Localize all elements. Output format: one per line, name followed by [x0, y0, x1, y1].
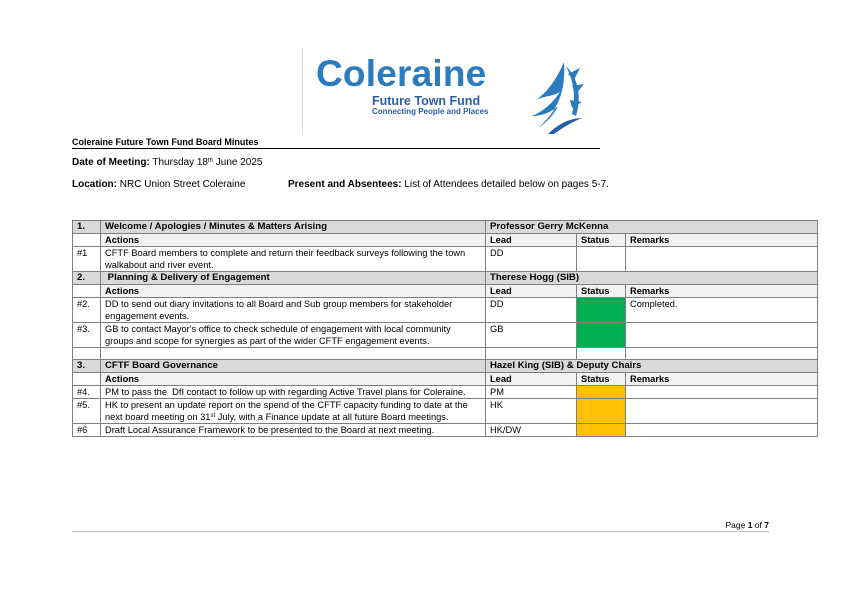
- header-actions: Actions: [101, 234, 486, 247]
- column-header-row: [73, 373, 818, 386]
- section-owner: Professor Gerry McKenna: [486, 221, 818, 234]
- action-lead: HK: [486, 399, 577, 424]
- action-remarks: [626, 424, 818, 437]
- leaf-icon: [528, 56, 584, 134]
- action-lead: HK/DW: [486, 424, 577, 437]
- table-row: [73, 386, 818, 399]
- section-title: Welcome / Apologies / Minutes & Matters Arising: [101, 221, 486, 234]
- of-word: of: [754, 520, 762, 530]
- action-text: [101, 399, 486, 424]
- header-lead: Lead: [486, 373, 577, 386]
- section-header: [73, 221, 818, 234]
- action-text: CFTF Board members to complete and return their feedback surveys following the town walkabout and river event.: [101, 247, 486, 272]
- action-remarks: [626, 247, 818, 272]
- status-amber: [577, 386, 626, 399]
- status-amber: [577, 424, 626, 437]
- date-label: Date of Meeting:: [72, 157, 150, 168]
- column-header-row: [73, 285, 818, 298]
- section-title: CFTF Board Governance: [101, 360, 486, 373]
- action-lead: DD: [486, 247, 577, 272]
- present-value: List of Attendees detailed below on pages 5-7.: [404, 179, 609, 190]
- logo-tagline: Connecting People and Places: [372, 107, 489, 116]
- page-current: 1: [747, 520, 753, 530]
- footer-divider: [72, 531, 769, 532]
- action-status: [577, 247, 626, 272]
- date-suffix: th: [207, 158, 213, 164]
- spacer-cell: [73, 348, 101, 360]
- table-row: [73, 424, 818, 437]
- page-number: [725, 520, 769, 530]
- coleraine-logo: [302, 48, 590, 136]
- table-row: [73, 298, 818, 323]
- action-id: #6: [73, 424, 101, 437]
- status-green: [577, 298, 626, 323]
- header-blank: [73, 234, 101, 247]
- spacer-row: [73, 348, 818, 360]
- action-lead: GB: [486, 323, 577, 348]
- header-lead: Lead: [486, 285, 577, 298]
- present-absentees: [288, 179, 609, 191]
- action-text-b: July, with a Finance update at all future Board meetings.: [215, 412, 449, 422]
- action-id: #1: [73, 247, 101, 272]
- date-value-a: Thursday 18: [152, 157, 208, 168]
- header-blank: [73, 285, 101, 298]
- actions-table: [72, 220, 818, 437]
- logo-wordmark: Coleraine: [316, 53, 487, 94]
- action-text: Draft Local Assurance Framework to be presented to the Board at next meeting.: [101, 424, 486, 437]
- spacer-cell: [101, 348, 486, 360]
- spacer-cell: [486, 348, 577, 360]
- action-remarks: [626, 386, 818, 399]
- action-text: GB to contact Mayor's office to check schedule of engagement with local community groups and scope for synergies as part of the wider CFTF engagement events.: [101, 323, 486, 348]
- ordinal-suffix: st: [210, 413, 216, 419]
- spacer-cell: [626, 348, 818, 360]
- section-title: Planning & Delivery of Engagement: [101, 272, 486, 285]
- section-owner: Hazel King (SIB) & Deputy Chairs: [486, 360, 818, 373]
- action-text-a: HK to present an update report on the spend of the CFTF capacity funding to date at the next board meeting on 31: [105, 400, 468, 422]
- page-total: 7: [764, 520, 769, 530]
- meeting-location: [72, 179, 245, 191]
- logo-divider: [302, 48, 303, 134]
- action-remarks: Completed.: [626, 298, 818, 323]
- present-label: Present and Absentees:: [288, 179, 402, 190]
- status-green: [577, 323, 626, 348]
- header-blank: [73, 373, 101, 386]
- action-id: #4.: [73, 386, 101, 399]
- column-header-row: [73, 234, 818, 247]
- action-lead: DD: [486, 298, 577, 323]
- table-row: [73, 399, 818, 424]
- location-value: NRC Union Street Coleraine: [119, 179, 246, 190]
- section-number: 3.: [73, 360, 101, 373]
- section-owner: Therese Hogg (SIB): [486, 272, 818, 285]
- header-status: Status: [577, 373, 626, 386]
- action-remarks: [626, 399, 818, 424]
- header-status: Status: [577, 285, 626, 298]
- page-word: Page: [725, 520, 746, 530]
- spacer-cell: [577, 348, 626, 360]
- header-lead: Lead: [486, 234, 577, 247]
- section-number: 1.: [73, 221, 101, 234]
- logo-subtitle: Future Town Fund: [372, 94, 481, 108]
- action-id: #2.: [73, 298, 101, 323]
- header-actions: Actions: [101, 373, 486, 386]
- header-remarks: Remarks: [626, 234, 818, 247]
- location-label: Location:: [72, 179, 117, 190]
- header-status: Status: [577, 234, 626, 247]
- header-remarks: Remarks: [626, 373, 818, 386]
- section-header: [73, 272, 818, 285]
- action-remarks: [626, 323, 818, 348]
- table-row: [73, 323, 818, 348]
- action-id: #5.: [73, 399, 101, 424]
- date-value-b: June 2025: [213, 157, 263, 168]
- table-row: [73, 247, 818, 272]
- meeting-date: [72, 157, 263, 169]
- header-remarks: Remarks: [626, 285, 818, 298]
- action-text: PM to pass the DfI contact to follow up with regarding Active Travel plans for Coleraine.: [101, 386, 486, 399]
- action-text: DD to send out diary invitations to all Board and Sub group members for stakeholder engagement events.: [101, 298, 486, 323]
- document-title: Coleraine Future Town Fund Board Minutes: [72, 137, 600, 149]
- action-lead: PM: [486, 386, 577, 399]
- section-number: 2.: [73, 272, 101, 285]
- header-actions: Actions: [101, 285, 486, 298]
- status-amber: [577, 399, 626, 424]
- section-header: [73, 360, 818, 373]
- action-id: #3.: [73, 323, 101, 348]
